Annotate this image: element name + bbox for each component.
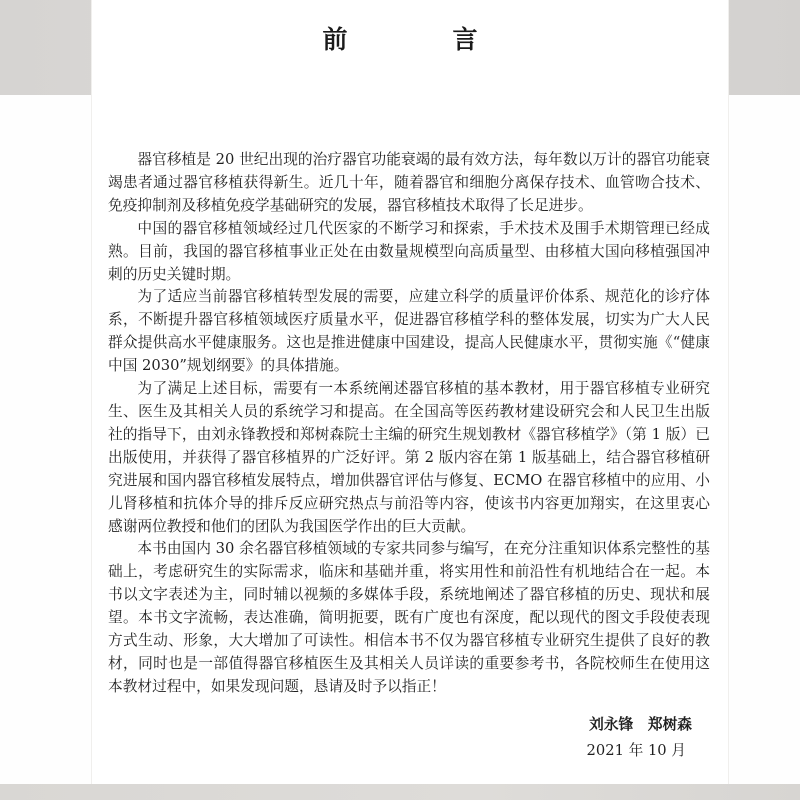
paragraph-3: 为了适应当前器官移植转型发展的需要，应建立科学的质量评价体系、规范化的诊疗体系，不断提升器官移植领域医疗质量水平，促进器官移植学科的整体发展，切实为广大人民群众提供高水平健康服务。这也是推进健康中国建设，提高人民健康水平，贯彻实施《“健康中国 2030”规划纲要》的具体措施。 [108, 288, 710, 375]
signature-block [587, 712, 692, 764]
paragraph-5: 本书由国内 30 余名器官移植领域的专家共同参与编写，在充分注重知识体系完整性的基础上，考虑研究生的实际需求，临床和基础并重，将实用性和前沿性有机地结合在一起。本书以文字表述为主，同时辅以视频的多媒体手段，系统地阐述了器官移植的历史、现状和展望。本书文字流畅，表达准确，简明扼要，既有广度也有深度，配以现代的图文手段使表现方式生动、形象，大大增加了可读性。相信本书不仅为器官移植专业研究生提供了良好的教材，同时也是一部值得器官移植医生及其相关人员详读的重要参考书，各院校师生在使用这本教材过程中，如果发现问题，恳请及时予以指正！ [108, 540, 710, 695]
preface-body [108, 149, 710, 699]
page-title: 前 言 [322, 25, 518, 54]
author-names: 刘永锋 郑树森 [589, 716, 692, 733]
signature-date: 2021 年 10 月 [586, 742, 686, 759]
paragraph-2: 中国的器官移植领域经过几代医家的不断学习和探索，手术技术及围手术期管理已经成熟。目前，我国的器官移植事业正处在由数量规模型向高质量型、由移植大国向移植强国冲刺的历史关键时期。 [108, 219, 710, 283]
paragraph-1: 器官移植是 20 世纪出现的治疗器官功能衰竭的最有效方法，每年数以万计的器官功能衰竭患者通过器官移植获得新生。近几十年，随着器官和细胞分离保存技术、血管吻合技术、免疫抑制剂及移植免疫学基础研究的发展，器官移植技术取得了长足进步。 [108, 151, 710, 214]
footer-background [0, 784, 800, 800]
paragraph-4: 为了满足上述目标，需要有一本系统阐述器官移植的基本教材，用于器官移植专业研究生、医生及其相关人员的系统学习和提高。在全国高等医药教材建设研究会和人民卫生出版社的指导下，由刘永锋教授和郑树森院士主编的研究生规划教材《器官移植学》（第 1 版）已出版使用，并获得了器官移植界的广泛好评。第 2 版内容在第 1 版基础上，结合器官移植研究进展和国内器官移植发展特点，增加供器官评估与修复、ECMO 在器官移植中的应用、小儿肾移植和抗体介导的排斥反应研究热点与前沿等内容，使该书内容更加翔实，在这里衷心感谢两位教授和他们的团队为我国医学作出的巨大贡献。 [108, 380, 710, 535]
